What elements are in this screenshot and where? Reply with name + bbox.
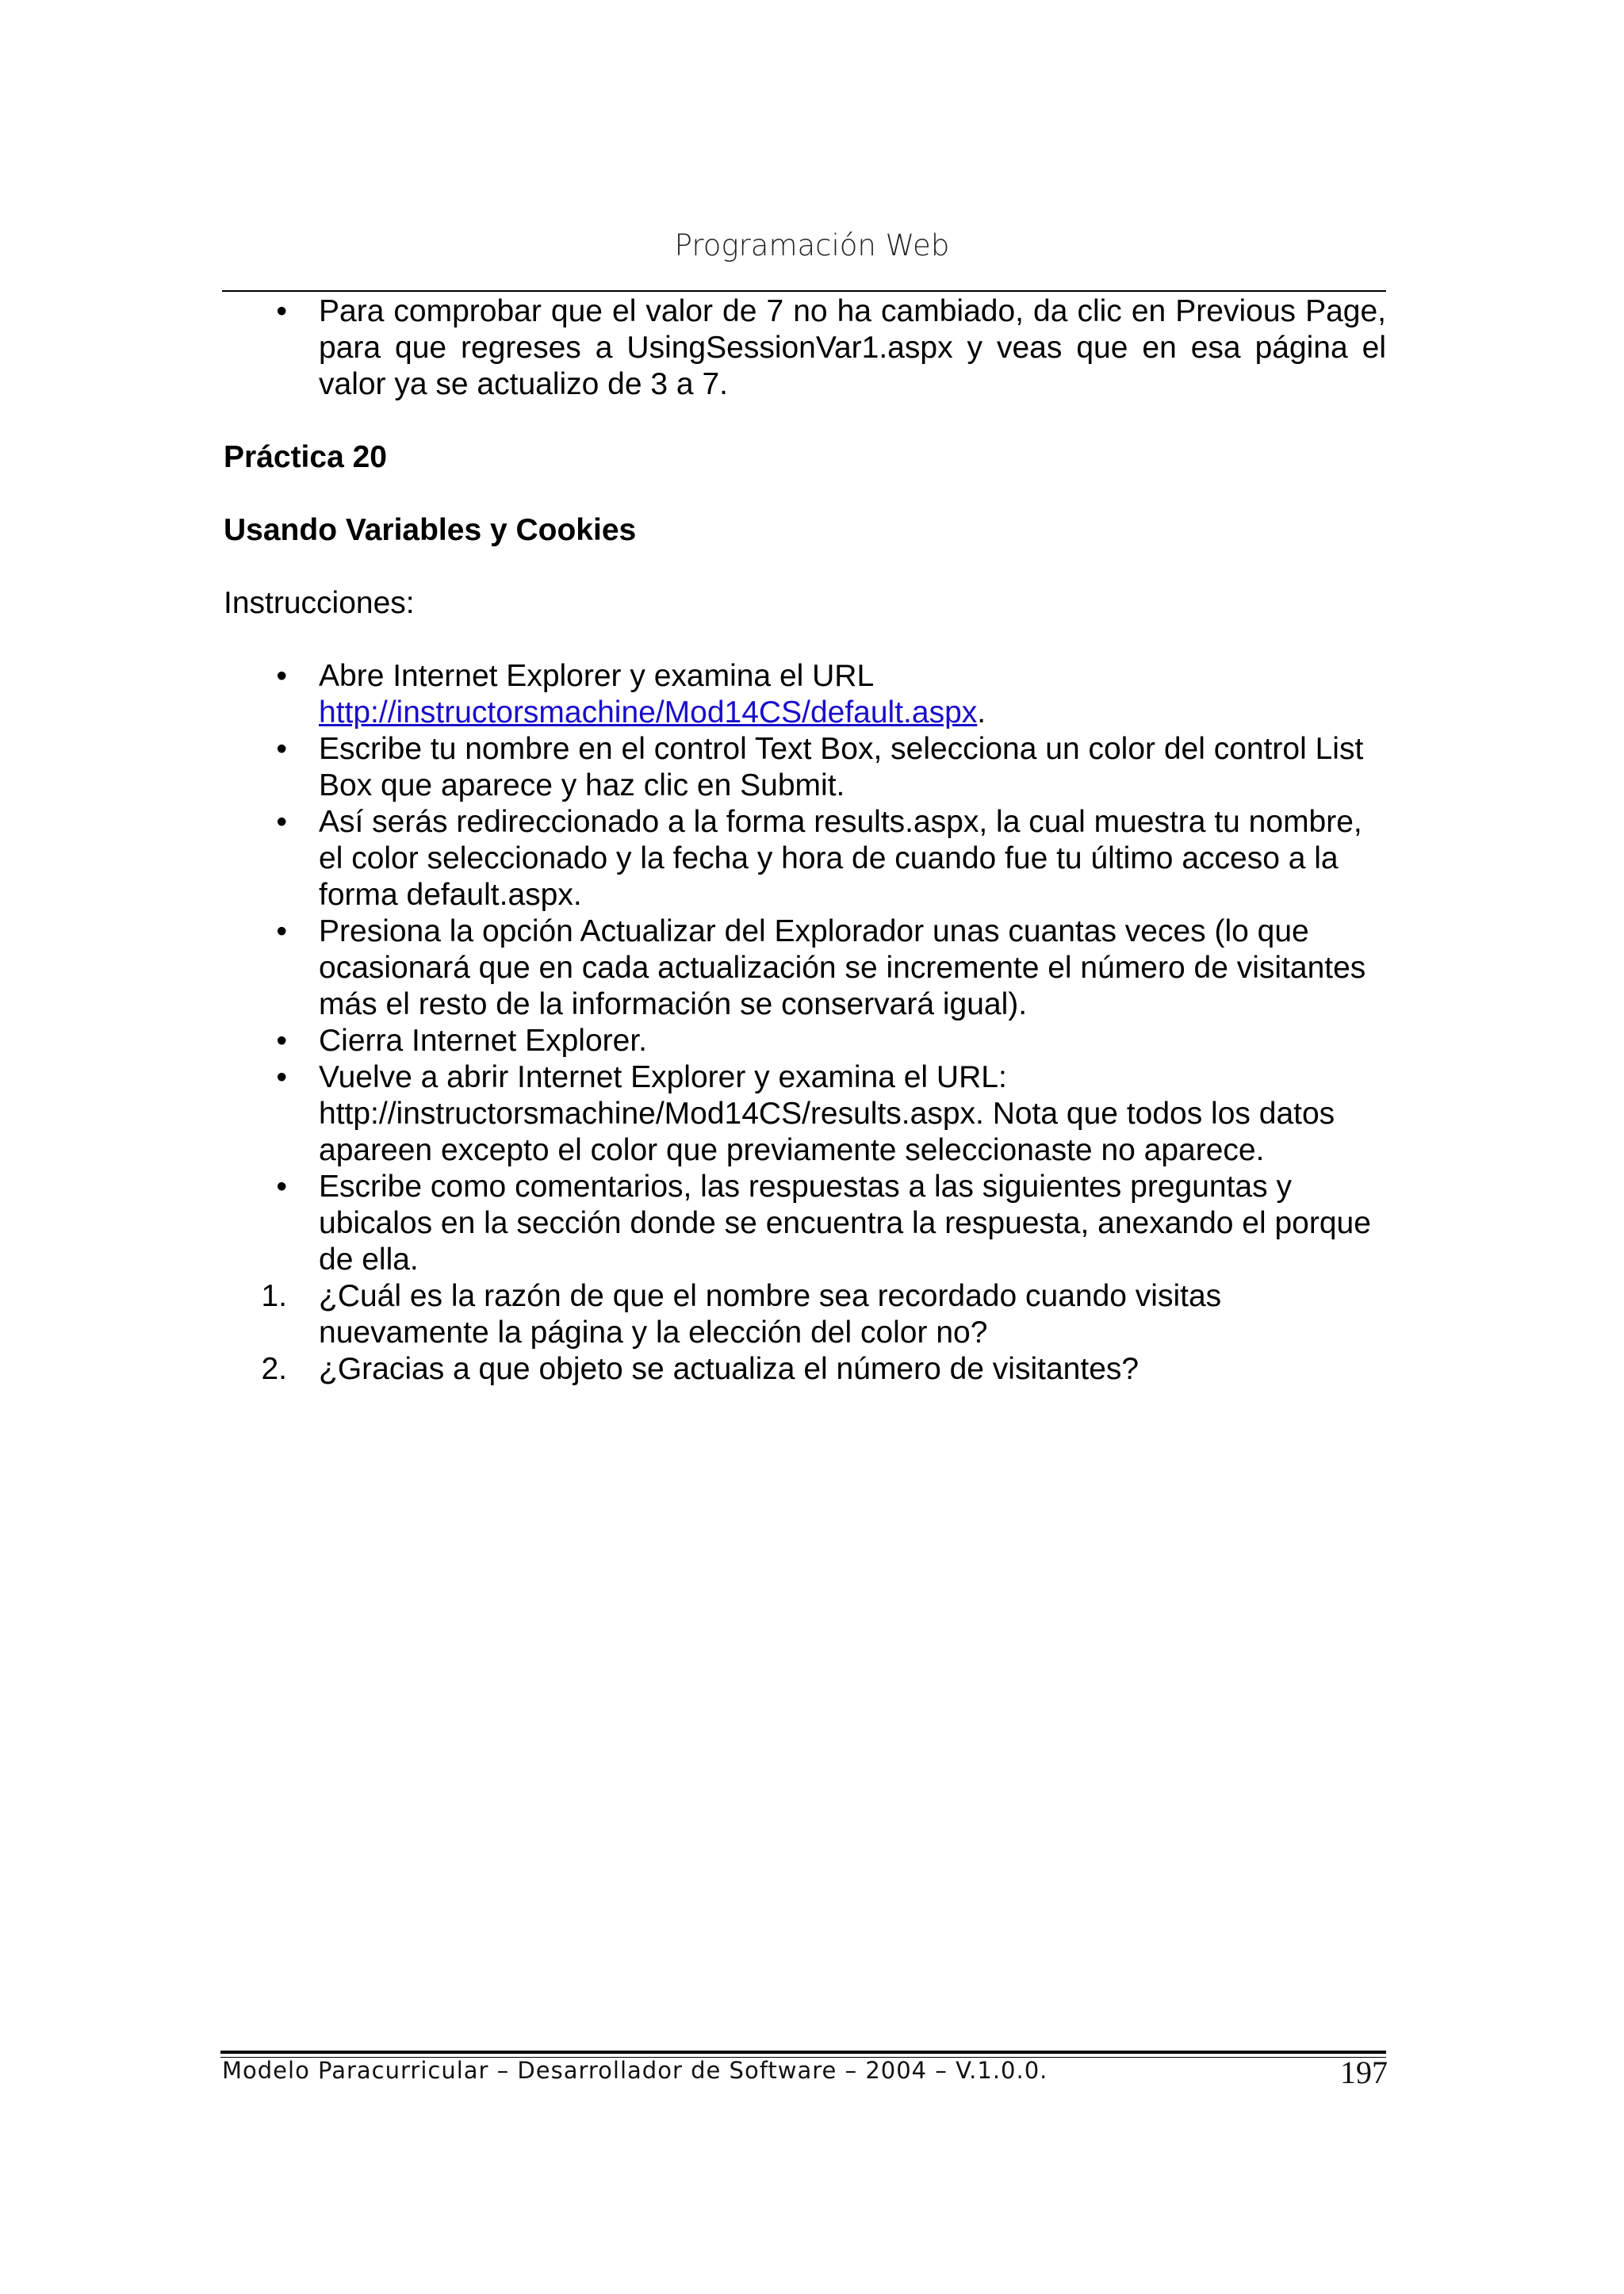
question-text: ¿Gracias a que objeto se actualiza el número de visitantes?	[319, 1352, 1139, 1386]
bullet-marker: •	[276, 1060, 287, 1094]
question-number: 2.	[261, 1352, 287, 1386]
bullet-marker: •	[276, 732, 287, 766]
header-divider	[222, 290, 1386, 292]
instructions-label: Instrucciones:	[224, 586, 415, 620]
bullet-marker: •	[276, 805, 287, 839]
questions-list	[224, 1278, 1386, 1388]
list-item	[224, 293, 1386, 403]
intro-bullet-list	[224, 293, 1386, 403]
list-item-text: Vuelve a abrir Internet Explorer y examina el URL: http://instructorsmachine/Mod14CS/results.aspx. Nota que todos los datos apareen excepto el color que previamente seleccionaste no aparece.	[319, 1060, 1335, 1167]
list-item-text: Escribe tu nombre en el control Text Box, selecciona un color del control List Box que aparece y haz clic en Submit.	[319, 732, 1364, 802]
list-item-text: Así serás redireccionado a la forma results.aspx, la cual muestra tu nombre, el color seleccionado y la fecha y hora de cuando fue tu último acceso a la forma default.aspx.	[319, 805, 1362, 912]
page-number: 197	[1340, 2055, 1388, 2090]
list-item-text	[319, 658, 1386, 731]
page-header-title: Programación Web	[674, 228, 950, 262]
list-item	[224, 913, 1386, 1023]
list-item-text: Escribe como comentarios, las respuestas a las siguientes preguntas y ubicalos en la sección donde se encuentra la respuesta, anexando el porque de ella.	[319, 1170, 1371, 1277]
list-item-text-part: Abre Internet Explorer y examina el URL	[319, 659, 875, 693]
list-item-text: Para comprobar que el valor de 7 no ha cambiado, da clic en Previous Page, para que regreses a UsingSessionVar1.aspx y veas que en esa página el valor ya se actualizo de 3 a 7.	[319, 294, 1386, 401]
list-item	[224, 804, 1386, 913]
bullet-marker: •	[276, 294, 287, 328]
list-item	[224, 731, 1386, 804]
instructions-bullet-list	[224, 658, 1386, 1278]
bullet-marker: •	[276, 1024, 287, 1058]
list-item	[224, 1023, 1386, 1059]
bullet-marker: •	[276, 1170, 287, 1204]
question-text: ¿Cuál es la razón de que el nombre sea recordado cuando visitas nuevamente la página y la elección del color no?	[319, 1279, 1222, 1350]
list-item-period: .	[977, 695, 986, 730]
question-item	[224, 1351, 1386, 1388]
default-aspx-link[interactable]: http://instructorsmachine/Mod14CS/default.aspx	[319, 695, 978, 730]
list-item-text: Cierra Internet Explorer.	[319, 1024, 648, 1058]
practice-title: Usando Variables y Cookies	[224, 513, 637, 547]
list-item-text: Presiona la opción Actualizar del Explorador unas cuantas veces (lo que ocasionará que en cada actualización se incremente el número de visitantes más el resto de la información se conservará igual).	[319, 914, 1366, 1021]
list-item	[224, 658, 1386, 731]
footer-text: Modelo Paracurricular – Desarrollador de Software – 2004 – V.1.0.0.	[222, 2057, 1048, 2084]
practice-number-heading: Práctica 20	[224, 440, 387, 474]
list-item	[224, 1059, 1386, 1169]
bullet-marker: •	[276, 914, 287, 948]
question-number: 1.	[261, 1279, 287, 1313]
bullet-marker: •	[276, 659, 287, 693]
page-content	[224, 293, 1386, 1388]
list-item	[224, 1169, 1386, 1278]
question-item	[224, 1278, 1386, 1351]
